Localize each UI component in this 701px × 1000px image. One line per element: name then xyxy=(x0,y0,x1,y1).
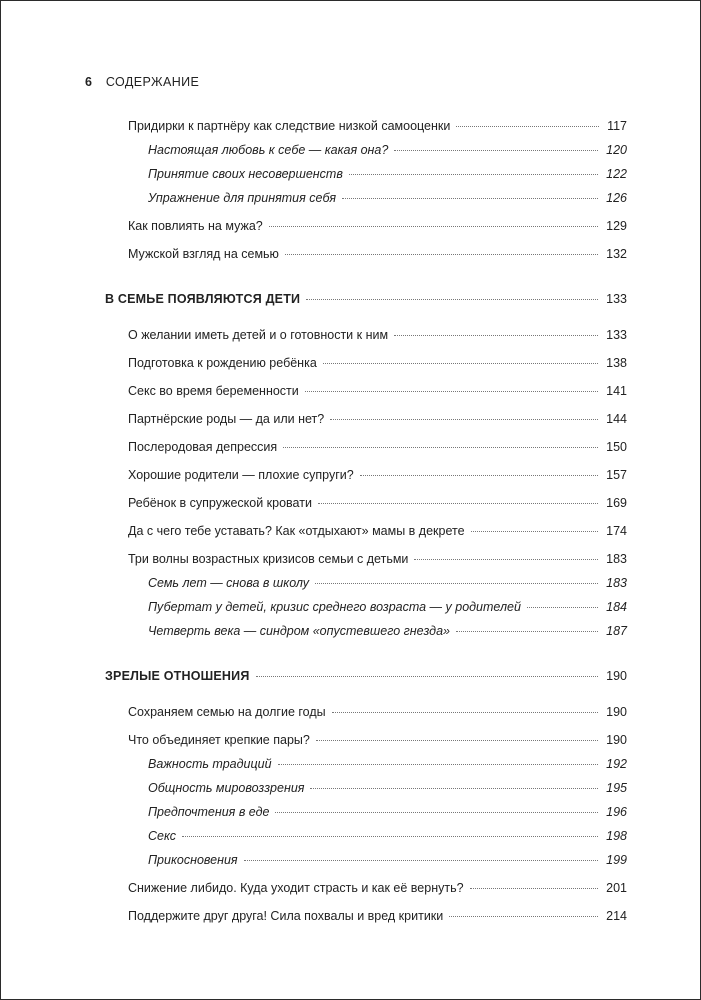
toc-subentry xyxy=(148,600,627,614)
toc-entry xyxy=(128,733,627,747)
toc-entry xyxy=(128,356,627,370)
toc-entry-page: 190 xyxy=(606,733,627,747)
toc-entry xyxy=(128,881,627,895)
toc-entry-title: Партнёрские роды — да или нет? xyxy=(128,412,325,426)
toc-chapter xyxy=(105,292,627,306)
toc-entry-page: 190 xyxy=(606,669,627,683)
toc-entry-page: 183 xyxy=(606,576,627,590)
toc-subentry xyxy=(148,624,627,638)
toc-entry-page: 195 xyxy=(606,781,627,795)
toc-subentry xyxy=(148,757,627,771)
toc-entry-page: 150 xyxy=(606,440,627,454)
dot-leader xyxy=(275,812,598,813)
toc-entry xyxy=(128,705,627,719)
dot-leader xyxy=(310,788,598,789)
toc-subentry xyxy=(148,576,627,590)
toc-entry-title: Как повлиять на мужа? xyxy=(128,219,263,233)
running-header xyxy=(85,75,199,89)
toc-entry-title: Мужской взгляд на семью xyxy=(128,247,279,261)
dot-leader xyxy=(330,419,598,420)
toc-entry xyxy=(128,247,627,261)
toc-entry-title: Подготовка к рождению ребёнка xyxy=(128,356,317,370)
section-header-title: СОДЕРЖАНИЕ xyxy=(105,75,200,89)
toc-entry-page: 122 xyxy=(606,167,627,181)
toc-entry xyxy=(128,328,627,342)
toc-subentry xyxy=(148,167,627,181)
toc-subentry xyxy=(148,805,627,819)
toc-entry xyxy=(128,909,627,923)
toc-entry xyxy=(128,440,627,454)
dot-leader xyxy=(285,254,598,255)
dot-leader xyxy=(394,335,598,336)
toc-entry-page: 201 xyxy=(606,881,627,895)
toc-chapter-title: В СЕМЬЕ ПОЯВЛЯЮТСЯ ДЕТИ xyxy=(105,292,301,306)
toc-entry-title: Общность мировоззрения xyxy=(148,781,305,795)
toc-entry-title: Поддержите друг друга! Сила похвалы и вред критики xyxy=(128,909,444,923)
toc-entry-page: 141 xyxy=(606,384,627,398)
dot-leader xyxy=(318,503,598,504)
toc-entry-title: Послеродовая депрессия xyxy=(128,440,278,454)
toc-subentry xyxy=(148,143,627,157)
toc-entry xyxy=(128,384,627,398)
toc-entry-title: Хорошие родители — плохие супруги? xyxy=(128,468,354,482)
toc-entry-title: Предпочтения в еде xyxy=(148,805,270,819)
toc-entry-page: 198 xyxy=(606,829,627,843)
toc-entry-title: Секс xyxy=(148,829,176,843)
dot-leader xyxy=(449,916,598,917)
toc-entry-title: Секс во время беременности xyxy=(128,384,299,398)
dot-leader xyxy=(305,391,598,392)
toc-entry-title: Важность традиций xyxy=(148,757,272,771)
toc-entry xyxy=(128,524,627,538)
toc-entry-title: О желании иметь детей и о готовности к ним xyxy=(128,328,389,342)
toc-entry-page: 138 xyxy=(606,356,627,370)
toc-entry-title: Что объединяет крепкие пары? xyxy=(128,733,310,747)
dot-leader xyxy=(315,583,598,584)
toc-entry-page: 144 xyxy=(606,412,627,426)
toc-entry-page: 169 xyxy=(606,496,627,510)
toc-entry-title: Ребёнок в супружеской кровати xyxy=(128,496,312,510)
toc-entry-page: 133 xyxy=(606,292,627,306)
dot-leader xyxy=(306,299,598,300)
toc-entry-page: 196 xyxy=(606,805,627,819)
toc-entry-title: Сохраняем семью на долгие годы xyxy=(128,705,326,719)
page-number: 6 xyxy=(85,75,93,89)
dot-leader xyxy=(360,475,598,476)
toc-entry-page: 133 xyxy=(606,328,627,342)
dot-leader xyxy=(278,764,599,765)
toc-subentry xyxy=(148,781,627,795)
toc-entry-title: Настоящая любовь к себе — какая она? xyxy=(148,143,389,157)
toc-entry-page: 129 xyxy=(606,219,627,233)
toc-entry-page: 183 xyxy=(606,552,627,566)
toc-entry-title: Да с чего тебе уставать? Как «отдыхают» мамы в декрете xyxy=(128,524,465,538)
toc-entry-title: Пубертат у детей, кризис среднего возраста — у родителей xyxy=(148,600,521,614)
toc-subentry xyxy=(148,829,627,843)
dot-leader xyxy=(470,888,599,889)
dot-leader xyxy=(414,559,598,560)
dot-leader xyxy=(394,150,598,151)
dot-leader xyxy=(316,740,598,741)
toc-entry xyxy=(128,468,627,482)
toc-entry-page: 117 xyxy=(607,119,627,133)
toc-chapter-title: ЗРЕЛЫЕ ОТНОШЕНИЯ xyxy=(105,669,250,683)
toc-entry-title: Снижение либидо. Куда уходит страсть и как её вернуть? xyxy=(128,881,464,895)
toc-entry xyxy=(128,552,627,566)
toc-entry-page: 157 xyxy=(606,468,627,482)
toc-entry-page: 174 xyxy=(606,524,627,538)
dot-leader xyxy=(349,174,598,175)
toc-entry-title: Семь лет — снова в школу xyxy=(148,576,310,590)
toc-subentry xyxy=(148,191,627,205)
toc-entry-page: 120 xyxy=(606,143,627,157)
toc-entry-page: 199 xyxy=(606,853,627,867)
dot-leader xyxy=(332,712,599,713)
dot-leader xyxy=(244,860,599,861)
dot-leader xyxy=(269,226,598,227)
dot-leader xyxy=(283,447,598,448)
dot-leader xyxy=(323,363,598,364)
dot-leader xyxy=(456,631,598,632)
dot-leader xyxy=(256,676,599,677)
toc-entry xyxy=(128,219,627,233)
toc-entry xyxy=(128,119,627,133)
toc-entry-page: 184 xyxy=(606,600,627,614)
toc-entry-title: Прикосновения xyxy=(148,853,238,867)
dot-leader xyxy=(342,198,598,199)
toc-entry-title: Четверть века — синдром «опустевшего гнезда» xyxy=(148,624,450,638)
toc-entry-page: 187 xyxy=(606,624,627,638)
toc-entry-title: Принятие своих несовершенств xyxy=(148,167,343,181)
toc-entry xyxy=(128,496,627,510)
toc-entry-page: 126 xyxy=(606,191,627,205)
dot-leader xyxy=(182,836,598,837)
toc-entry-title: Упражнение для принятия себя xyxy=(148,191,337,205)
dot-leader xyxy=(527,607,598,608)
toc-chapter xyxy=(105,669,627,683)
toc-entry-page: 190 xyxy=(606,705,627,719)
toc-entry xyxy=(128,412,627,426)
dot-leader xyxy=(456,126,599,127)
toc-entry-title: Придирки к партнёру как следствие низкой самооценки xyxy=(128,119,451,133)
dot-leader xyxy=(471,531,599,532)
toc-entry-page: 214 xyxy=(606,909,627,923)
toc-entry-title: Три волны возрастных кризисов семьи с детьми xyxy=(128,552,409,566)
toc-entry-page: 132 xyxy=(606,247,627,261)
toc-subentry xyxy=(148,853,627,867)
toc-entry-page: 192 xyxy=(606,757,627,771)
